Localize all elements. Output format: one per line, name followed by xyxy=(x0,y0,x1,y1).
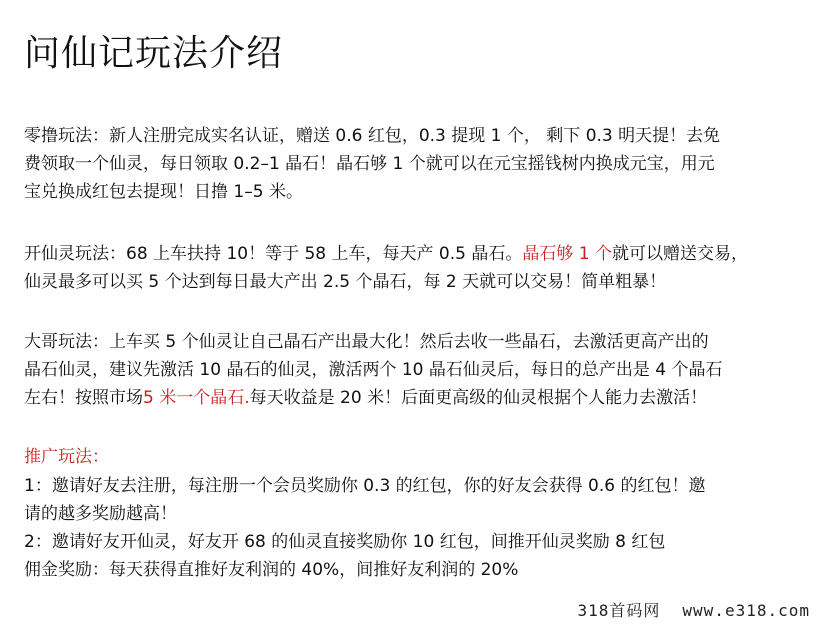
highlight-text: 晶石够 1 个 xyxy=(522,244,612,264)
site-watermark xyxy=(578,598,811,621)
text-segment: 开仙灵玩法：68 上车扶持 10！等于 58 上车，每天产 0.5 晶石。 xyxy=(24,244,523,264)
paragraph-line: 大哥玩法：上车买 5 个仙灵让自己晶石产出最大化！然后去收一些晶石，去激活更高产出的 xyxy=(24,332,709,352)
paragraph-line: 宝兑换成红包去提现！日撸 1–5 米。 xyxy=(24,182,303,202)
big-brother-paragraph xyxy=(24,328,804,412)
text-segment: 左右！按照市场 xyxy=(24,388,143,408)
paragraph-line: 仙灵最多可以买 5 个达到每日最大产出 2.5 个晶石，每 2 天就可以交易！简单粗暴！ xyxy=(24,272,667,292)
paragraph-line: 1：邀请好友去注册，每注册一个会员奖励你 0.3 的红包，你的好友会获得 0.6 的红包！邀 xyxy=(24,476,706,496)
paragraph-line: 佣金奖励：每天获得直推好友利润的 40%，间推好友利润的 20% xyxy=(24,560,519,580)
highlight-text: 5 米一个晶石. xyxy=(143,388,250,408)
paragraph-line: 零撸玩法：新人注册完成实名认证，赠送 0.6 红包，0.3 提现 1 个， 剩下 0.3 明天提！去免 xyxy=(24,126,721,146)
paragraph-line: 晶石仙灵，建议先激活 10 晶石的仙灵，激活两个 10 晶石仙灵后，每日的总产出是 4 个晶石 xyxy=(24,360,723,380)
promotion-heading: 推广玩法： xyxy=(24,447,109,467)
zero-cost-paragraph xyxy=(24,122,804,206)
promotion-paragraph xyxy=(24,472,804,584)
text-segment: 就可以赠送交易， xyxy=(611,244,748,264)
paragraph-line xyxy=(24,384,804,412)
open-spirit-paragraph xyxy=(24,240,804,296)
paragraph-line: 2：邀请好友开仙灵，好友开 68 的仙灵直接奖励你 10 红包，间推开仙灵奖励 8 红包 xyxy=(24,532,666,552)
text-segment: 每天收益是 20 米！后面更高级的仙灵根据个人能力去激活！ xyxy=(249,388,708,408)
page-title: 问仙记玩法介绍 xyxy=(24,33,284,74)
paragraph-line: 请的越多奖励越高！ xyxy=(24,504,177,524)
paragraph-line xyxy=(24,240,804,268)
watermark-url: www.e318.com xyxy=(682,601,810,620)
paragraph-line: 费领取一个仙灵，每日领取 0.2–1 晶石！晶石够 1 个就可以在元宝摇钱树内换成元宝，用元 xyxy=(24,154,715,174)
watermark-site-name: 318首码网 xyxy=(577,601,661,620)
